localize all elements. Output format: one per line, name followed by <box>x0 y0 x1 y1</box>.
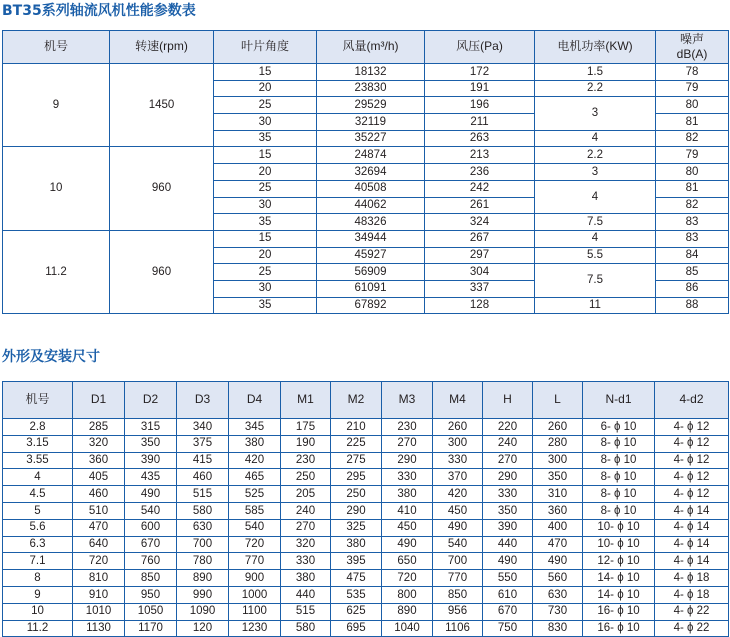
dimensions-cell: 1130 <box>73 620 125 637</box>
dimensions-cell: 240 <box>483 435 533 452</box>
dimensions-cell: 540 <box>433 536 483 553</box>
blade-angle-cell: 35 <box>214 130 317 147</box>
pressure-cell: 213 <box>425 147 535 164</box>
dimensions-cell: 350 <box>125 435 177 452</box>
power-cell: 3 <box>535 164 656 181</box>
dimensions-row <box>3 553 729 570</box>
dimensions-cell: 435 <box>125 469 177 486</box>
dimensions-cell: 8- ϕ 10 <box>583 435 655 452</box>
airflow-cell: 24874 <box>317 147 425 164</box>
pressure-cell: 267 <box>425 230 535 247</box>
pressure-cell: 211 <box>425 114 535 131</box>
dimensions-cell: 4- ϕ 12 <box>655 486 729 503</box>
dimensions-cell: 770 <box>433 570 483 587</box>
noise-cell: 86 <box>656 280 729 297</box>
dimensions-cell: 550 <box>483 570 533 587</box>
pressure-cell: 242 <box>425 180 535 197</box>
dimensions-cell: 490 <box>533 553 583 570</box>
dimensions-header-cell: 机号 <box>3 382 73 419</box>
airflow-cell: 29529 <box>317 97 425 114</box>
dimensions-cell: 290 <box>382 452 433 469</box>
dimensions-cell: 800 <box>382 586 433 603</box>
dimensions-cell: 490 <box>433 519 483 536</box>
pressure-cell: 191 <box>425 80 535 97</box>
dimensions-cell: 2.8 <box>3 419 73 436</box>
blade-angle-cell: 25 <box>214 97 317 114</box>
dimensions-header-cell: M3 <box>382 382 433 419</box>
speed-cell: 960 <box>110 230 214 313</box>
dimensions-cell: 210 <box>331 419 382 436</box>
dimensions-row <box>3 620 729 637</box>
power-cell: 11 <box>535 297 656 314</box>
power-cell: 2.2 <box>535 147 656 164</box>
dimensions-cell: 610 <box>483 586 533 603</box>
airflow-cell: 45927 <box>317 247 425 264</box>
dimensions-cell: 295 <box>331 469 382 486</box>
blade-angle-cell: 20 <box>214 164 317 181</box>
dimensions-header-cell: M1 <box>281 382 331 419</box>
model-cell: 10 <box>3 147 110 230</box>
power-cell: 2.2 <box>535 80 656 97</box>
dimensions-cell: 360 <box>73 452 125 469</box>
noise-cell: 78 <box>656 64 729 81</box>
dimensions-cell: 1170 <box>125 620 177 637</box>
dimensions-cell: 8- ϕ 10 <box>583 486 655 503</box>
dimensions-row <box>3 435 729 452</box>
dimensions-cell: 260 <box>533 419 583 436</box>
dimensions-cell: 830 <box>533 620 583 637</box>
pressure-cell: 337 <box>425 280 535 297</box>
dimensions-cell: 810 <box>73 570 125 587</box>
dimensions-cell: 1010 <box>73 603 125 620</box>
dimensions-cell: 465 <box>229 469 281 486</box>
model-cell: 11.2 <box>3 230 110 313</box>
dimensions-cell: 310 <box>533 486 583 503</box>
dimensions-cell: 470 <box>533 536 583 553</box>
noise-cell: 84 <box>656 247 729 264</box>
dimensions-cell: 585 <box>229 502 281 519</box>
airflow-cell: 48326 <box>317 214 425 231</box>
model-cell: 9 <box>3 64 110 147</box>
dimensions-cell: 450 <box>382 519 433 536</box>
dimensions-cell: 1000 <box>229 586 281 603</box>
dimensions-cell: 4- ϕ 12 <box>655 452 729 469</box>
dimensions-cell: 8- ϕ 10 <box>583 452 655 469</box>
dimensions-cell: 695 <box>331 620 382 637</box>
airflow-cell: 40508 <box>317 180 425 197</box>
dimensions-cell: 4 <box>3 469 73 486</box>
dimensions-header-row <box>3 382 729 419</box>
dimensions-cell: 350 <box>483 502 533 519</box>
dimensions-cell: 460 <box>177 469 229 486</box>
dimensions-cell: 270 <box>382 435 433 452</box>
dimensions-cell: 730 <box>533 603 583 620</box>
dimensions-cell: 370 <box>433 469 483 486</box>
power-cell: 7.5 <box>535 264 656 297</box>
dimensions-cell: 410 <box>382 502 433 519</box>
dimensions-header-cell: M4 <box>433 382 483 419</box>
dimensions-cell: 325 <box>331 519 382 536</box>
dimensions-cell: 4- ϕ 18 <box>655 570 729 587</box>
airflow-cell: 56909 <box>317 264 425 281</box>
header-noise <box>656 31 729 64</box>
power-cell: 4 <box>535 230 656 247</box>
dimensions-header-cell: H <box>483 382 533 419</box>
pressure-cell: 261 <box>425 197 535 214</box>
dimensions-cell: 640 <box>73 536 125 553</box>
dimensions-cell: 4- ϕ 14 <box>655 502 729 519</box>
dimensions-cell: 1100 <box>229 603 281 620</box>
dimensions-cell: 8- ϕ 10 <box>583 469 655 486</box>
dimensions-cell: 240 <box>281 502 331 519</box>
dimensions-cell: 315 <box>125 419 177 436</box>
dimensions-cell: 225 <box>331 435 382 452</box>
dimensions-cell: 700 <box>433 553 483 570</box>
dimensions-row <box>3 603 729 620</box>
noise-cell: 79 <box>656 147 729 164</box>
noise-cell: 81 <box>656 114 729 131</box>
dimensions-cell: 300 <box>433 435 483 452</box>
dimensions-cell: 850 <box>433 586 483 603</box>
blade-angle-cell: 20 <box>214 80 317 97</box>
dimensions-row <box>3 536 729 553</box>
dimensions-table-title: 外形及安装尺寸 <box>2 349 100 365</box>
noise-cell: 79 <box>656 80 729 97</box>
dimensions-cell: 320 <box>73 435 125 452</box>
airflow-cell: 35227 <box>317 130 425 147</box>
dimensions-cell: 760 <box>125 553 177 570</box>
dimensions-cell: 900 <box>229 570 281 587</box>
dimensions-cell: 16- ϕ 10 <box>583 603 655 620</box>
blade-angle-cell: 30 <box>214 280 317 297</box>
dimensions-cell: 956 <box>433 603 483 620</box>
dimensions-cell: 415 <box>177 452 229 469</box>
pressure-cell: 324 <box>425 214 535 231</box>
blade-angle-cell: 25 <box>214 264 317 281</box>
dimensions-cell: 4- ϕ 12 <box>655 435 729 452</box>
dimensions-cell: 650 <box>382 553 433 570</box>
dimensions-cell: 4.5 <box>3 486 73 503</box>
noise-cell: 85 <box>656 264 729 281</box>
blade-angle-cell: 30 <box>214 114 317 131</box>
dimensions-row <box>3 469 729 486</box>
power-cell: 1.5 <box>535 64 656 81</box>
dimensions-cell: 10 <box>3 603 73 620</box>
dimensions-cell: 7.1 <box>3 553 73 570</box>
performance-header-row <box>3 31 729 64</box>
airflow-cell: 32119 <box>317 114 425 131</box>
pressure-cell: 172 <box>425 64 535 81</box>
dimensions-cell: 280 <box>533 435 583 452</box>
dimensions-header-cell: M2 <box>331 382 382 419</box>
dimensions-cell: 720 <box>229 536 281 553</box>
dimensions-cell: 300 <box>533 452 583 469</box>
dimensions-cell: 670 <box>483 603 533 620</box>
dimensions-cell: 205 <box>281 486 331 503</box>
header-speed: 转速(rpm) <box>110 31 214 64</box>
dimensions-cell: 560 <box>533 570 583 587</box>
dimensions-cell: 4- ϕ 14 <box>655 553 729 570</box>
dimensions-cell: 460 <box>73 486 125 503</box>
dimensions-cell: 395 <box>331 553 382 570</box>
dimensions-cell: 850 <box>125 570 177 587</box>
airflow-cell: 44062 <box>317 197 425 214</box>
dimensions-cell: 405 <box>73 469 125 486</box>
dimensions-cell: 260 <box>433 419 483 436</box>
dimensions-cell: 475 <box>331 570 382 587</box>
dimensions-cell: 11.2 <box>3 620 73 637</box>
dimensions-cell: 440 <box>483 536 533 553</box>
dimensions-cell: 175 <box>281 419 331 436</box>
dimensions-cell: 9 <box>3 586 73 603</box>
dimensions-cell: 250 <box>331 486 382 503</box>
dimensions-cell: 330 <box>483 486 533 503</box>
blade-angle-cell: 15 <box>214 230 317 247</box>
dimensions-cell: 540 <box>229 519 281 536</box>
dimensions-cell: 525 <box>229 486 281 503</box>
performance-table-body <box>3 64 729 314</box>
dimensions-cell: 625 <box>331 603 382 620</box>
performance-table <box>2 30 729 314</box>
dimensions-cell: 330 <box>382 469 433 486</box>
pressure-cell: 236 <box>425 164 535 181</box>
dimensions-table-body <box>3 419 729 637</box>
blade-angle-cell: 35 <box>214 297 317 314</box>
pressure-cell: 263 <box>425 130 535 147</box>
dimensions-cell: 10- ϕ 10 <box>583 536 655 553</box>
pressure-cell: 304 <box>425 264 535 281</box>
dimensions-cell: 1040 <box>382 620 433 637</box>
dimensions-cell: 350 <box>533 469 583 486</box>
pressure-cell: 297 <box>425 247 535 264</box>
dimensions-cell: 490 <box>382 536 433 553</box>
dimensions-cell: 420 <box>433 486 483 503</box>
dimensions-cell: 190 <box>281 435 331 452</box>
dimensions-cell: 3.15 <box>3 435 73 452</box>
header-model: 机号 <box>3 31 110 64</box>
dimensions-cell: 4- ϕ 18 <box>655 586 729 603</box>
dimensions-cell: 750 <box>483 620 533 637</box>
dimensions-cell: 910 <box>73 586 125 603</box>
dimensions-cell: 5 <box>3 502 73 519</box>
dimensions-cell: 4- ϕ 14 <box>655 519 729 536</box>
dimensions-row <box>3 570 729 587</box>
dimensions-cell: 700 <box>177 536 229 553</box>
noise-cell: 88 <box>656 297 729 314</box>
dimensions-cell: 1106 <box>433 620 483 637</box>
dimensions-cell: 515 <box>281 603 331 620</box>
blade-angle-cell: 15 <box>214 147 317 164</box>
dimensions-cell: 580 <box>281 620 331 637</box>
dimensions-cell: 275 <box>331 452 382 469</box>
dimensions-cell: 1230 <box>229 620 281 637</box>
dimensions-cell: 400 <box>533 519 583 536</box>
header-noise-line1: 噪声 <box>679 32 704 46</box>
dimensions-cell: 12- ϕ 10 <box>583 553 655 570</box>
dimensions-cell: 630 <box>533 586 583 603</box>
dimensions-table <box>2 381 729 637</box>
dimensions-cell: 8- ϕ 10 <box>583 502 655 519</box>
dimensions-cell: 490 <box>483 553 533 570</box>
dimensions-cell: 330 <box>281 553 331 570</box>
noise-cell: 82 <box>656 197 729 214</box>
dimensions-cell: 1090 <box>177 603 229 620</box>
power-cell: 5.5 <box>535 247 656 264</box>
blade-angle-cell: 35 <box>214 214 317 231</box>
dimensions-cell: 120 <box>177 620 229 637</box>
power-cell: 4 <box>535 180 656 213</box>
power-cell: 3 <box>535 97 656 130</box>
dimensions-cell: 440 <box>281 586 331 603</box>
noise-cell: 81 <box>656 180 729 197</box>
blade-angle-cell: 20 <box>214 247 317 264</box>
dimensions-cell: 890 <box>382 603 433 620</box>
dimensions-cell: 780 <box>177 553 229 570</box>
dimensions-cell: 510 <box>73 502 125 519</box>
dimensions-cell: 230 <box>281 452 331 469</box>
dimensions-cell: 14- ϕ 10 <box>583 586 655 603</box>
dimensions-row <box>3 486 729 503</box>
dimensions-cell: 6.3 <box>3 536 73 553</box>
dimensions-cell: 1050 <box>125 603 177 620</box>
dimensions-cell: 250 <box>281 469 331 486</box>
dimensions-row <box>3 419 729 436</box>
dimensions-cell: 770 <box>229 553 281 570</box>
dimensions-cell: 345 <box>229 419 281 436</box>
dimensions-cell: 380 <box>331 536 382 553</box>
airflow-cell: 61091 <box>317 280 425 297</box>
power-cell: 4 <box>535 130 656 147</box>
dimensions-cell: 4- ϕ 22 <box>655 620 729 637</box>
dimensions-cell: 390 <box>483 519 533 536</box>
dimensions-header-cell: N-d1 <box>583 382 655 419</box>
dimensions-cell: 450 <box>433 502 483 519</box>
power-cell: 7.5 <box>535 214 656 231</box>
airflow-cell: 32694 <box>317 164 425 181</box>
dimensions-cell: 720 <box>382 570 433 587</box>
dimensions-cell: 340 <box>177 419 229 436</box>
dimensions-row <box>3 502 729 519</box>
dimensions-cell: 380 <box>229 435 281 452</box>
dimensions-cell: 490 <box>125 486 177 503</box>
dimensions-cell: 950 <box>125 586 177 603</box>
dimensions-cell: 4- ϕ 12 <box>655 469 729 486</box>
speed-cell: 1450 <box>110 64 214 147</box>
dimensions-cell: 4- ϕ 12 <box>655 419 729 436</box>
blade-angle-cell: 30 <box>214 197 317 214</box>
dimensions-cell: 580 <box>177 502 229 519</box>
speed-cell: 960 <box>110 147 214 230</box>
dimensions-header-cell: 4-d2 <box>655 382 729 419</box>
airflow-cell: 23830 <box>317 80 425 97</box>
dimensions-cell: 535 <box>331 586 382 603</box>
dimensions-row <box>3 452 729 469</box>
dimensions-cell: 285 <box>73 419 125 436</box>
header-power: 电机功率(KW) <box>535 31 656 64</box>
dimensions-cell: 420 <box>229 452 281 469</box>
performance-row <box>3 230 729 247</box>
performance-row <box>3 64 729 81</box>
dimensions-header-cell: D1 <box>73 382 125 419</box>
airflow-cell: 18132 <box>317 64 425 81</box>
dimensions-cell: 5.6 <box>3 519 73 536</box>
dimensions-cell: 290 <box>483 469 533 486</box>
dimensions-cell: 270 <box>281 519 331 536</box>
pressure-cell: 196 <box>425 97 535 114</box>
dimensions-cell: 380 <box>281 570 331 587</box>
blade-angle-cell: 15 <box>214 64 317 81</box>
airflow-cell: 67892 <box>317 297 425 314</box>
performance-row <box>3 147 729 164</box>
dimensions-cell: 375 <box>177 435 229 452</box>
noise-cell: 80 <box>656 97 729 114</box>
dimensions-cell: 3.55 <box>3 452 73 469</box>
noise-cell: 82 <box>656 130 729 147</box>
dimensions-header-cell: D3 <box>177 382 229 419</box>
header-pressure: 风压(Pa) <box>425 31 535 64</box>
dimensions-cell: 220 <box>483 419 533 436</box>
dimensions-cell: 360 <box>533 502 583 519</box>
dimensions-cell: 390 <box>125 452 177 469</box>
dimensions-cell: 990 <box>177 586 229 603</box>
dimensions-cell: 330 <box>433 452 483 469</box>
dimensions-cell: 320 <box>281 536 331 553</box>
dimensions-cell: 6- ϕ 10 <box>583 419 655 436</box>
dimensions-cell: 670 <box>125 536 177 553</box>
dimensions-cell: 4- ϕ 22 <box>655 603 729 620</box>
dimensions-cell: 16- ϕ 10 <box>583 620 655 637</box>
dimensions-cell: 4- ϕ 14 <box>655 536 729 553</box>
dimensions-cell: 10- ϕ 10 <box>583 519 655 536</box>
dimensions-cell: 630 <box>177 519 229 536</box>
dimensions-cell: 270 <box>483 452 533 469</box>
dimensions-cell: 380 <box>382 486 433 503</box>
dimensions-cell: 890 <box>177 570 229 587</box>
dimensions-cell: 540 <box>125 502 177 519</box>
header-noise-line2: dB(A) <box>676 47 708 61</box>
dimensions-cell: 515 <box>177 486 229 503</box>
dimensions-header-cell: D4 <box>229 382 281 419</box>
dimensions-cell: 720 <box>73 553 125 570</box>
airflow-cell: 34944 <box>317 230 425 247</box>
header-airflow: 风量(m³/h) <box>317 31 425 64</box>
dimensions-cell: 14- ϕ 10 <box>583 570 655 587</box>
pressure-cell: 128 <box>425 297 535 314</box>
dimensions-row <box>3 586 729 603</box>
dimensions-cell: 600 <box>125 519 177 536</box>
performance-table-title: BT35系列轴流风机性能参数表 <box>2 3 196 19</box>
header-blade-angle: 叶片角度 <box>214 31 317 64</box>
dimensions-header-cell: D2 <box>125 382 177 419</box>
noise-cell: 83 <box>656 230 729 247</box>
dimensions-cell: 8 <box>3 570 73 587</box>
noise-cell: 83 <box>656 214 729 231</box>
noise-cell: 80 <box>656 164 729 181</box>
blade-angle-cell: 25 <box>214 180 317 197</box>
dimensions-header-cell: L <box>533 382 583 419</box>
dimensions-cell: 230 <box>382 419 433 436</box>
dimensions-cell: 290 <box>331 502 382 519</box>
dimensions-cell: 470 <box>73 519 125 536</box>
dimensions-row <box>3 519 729 536</box>
